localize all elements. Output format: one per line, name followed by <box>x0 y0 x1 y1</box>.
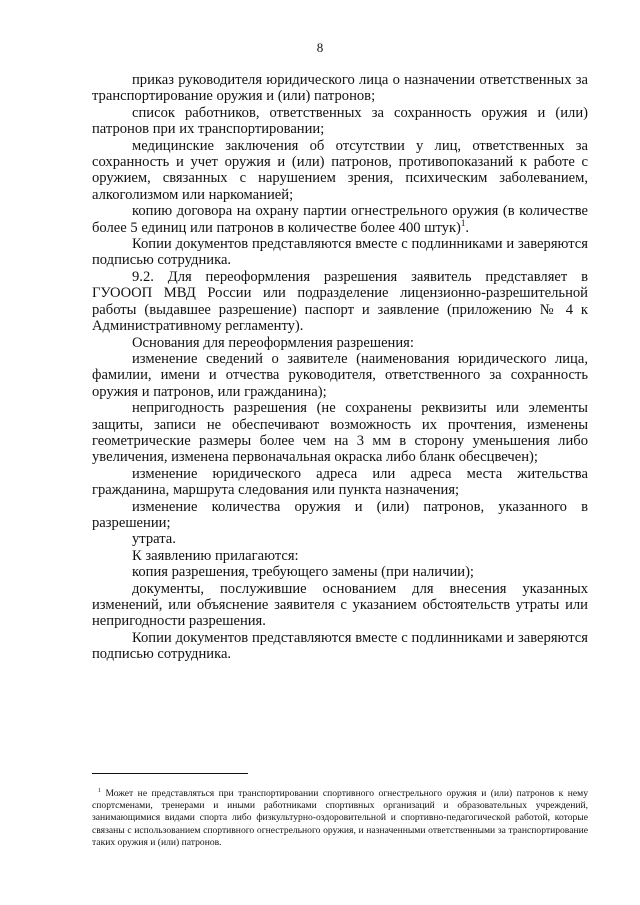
paragraph: медицинские заключения об отсутствии у лиц, ответственных за сохранность и учет оружия и (или) патронов, противопоказаний к работе с оружием, связанных с нарушением зрения, психическим заболеванием, алкоголизмом или наркоманией; <box>92 137 588 203</box>
paragraph: Копии документов представляются вместе с подлинниками и заверяются подписью сотрудника. <box>92 236 588 269</box>
document-body <box>92 72 588 663</box>
paragraph: Копии документов представляются вместе с подлинниками и заверяются подписью сотрудника. <box>92 629 588 663</box>
paragraph <box>92 203 588 236</box>
paragraph: К заявлению прилагаются: <box>132 547 299 564</box>
paragraph: 9.2. Для переоформления разрешения заявитель представляет в ГУОООП МВД России или подразделение лицензионно-разрешительной работы (выдавшее разрешение) паспорт и заявление (приложению № 4 к Административному регламенту). <box>92 268 588 335</box>
footnote-reference: 1 <box>460 217 466 228</box>
paragraph: изменение количества оружия и (или) патронов, указанного в разрешении; <box>92 498 588 531</box>
paragraph: копия разрешения, требующего замены (при наличии); <box>132 564 474 581</box>
paragraph: непригодность разрешения (не сохранены реквизиты или элементы защиты, записи не обеспечивают возможность их прочтения, изменены геометрические размеры более чем на 3 мм в сторону уменьшения либо увеличения, изменена первоначальная окраска либо бланк обесцвечен); <box>92 400 588 466</box>
page-number: 8 <box>316 40 324 55</box>
footnote-marker: 1 <box>98 787 101 794</box>
footnote <box>92 788 588 849</box>
paragraph: изменение юридического адреса или адреса места жительства гражданина, маршрута следования или пункта назначения; <box>92 465 588 499</box>
paragraph: список работников, ответственных за сохранность оружия и (или) патронов при их транспортировании; <box>92 104 588 138</box>
paragraph: Основания для переоформления разрешения: <box>132 334 414 351</box>
paragraph-text: копию договора на охрану партии огнестрельного оружия (в количестве более 5 единиц или патронов в количестве более 400 штук) <box>92 203 588 236</box>
footnote-text: Может не представляться при транспортировании спортивного огнестрельного оружия и (или) патронов к нему спортсменами, тренерами и иными работниками спортивных организаций и образовательных учреждений, занимающимися видами спорта либо физкультурно-оздоровительной и спортивно-педагогической работой, которые связаны с использованием спортивного огнестрельного оружия, и назначенными ответственными за транспортирование таких оружия и (или) патронов. <box>92 788 588 848</box>
paragraph: документы, послужившие основанием для внесения указанных изменений, или объяснение заявителя с указанием обстоятельств утраты или непригодности разрешения. <box>92 580 588 630</box>
paragraph: утрата. <box>132 531 176 548</box>
paragraph-tail: . <box>465 219 470 236</box>
footnote-separator <box>92 773 248 774</box>
paragraph: изменение сведений о заявителе (наименования юридического лица, фамилии, имени и отчества руководителя, ответственного за сохранность оружия и патронов, или гражданина); <box>92 350 588 400</box>
paragraph: приказ руководителя юридического лица о назначении ответственных за транспортирование оружия и (или) патронов; <box>92 72 588 105</box>
